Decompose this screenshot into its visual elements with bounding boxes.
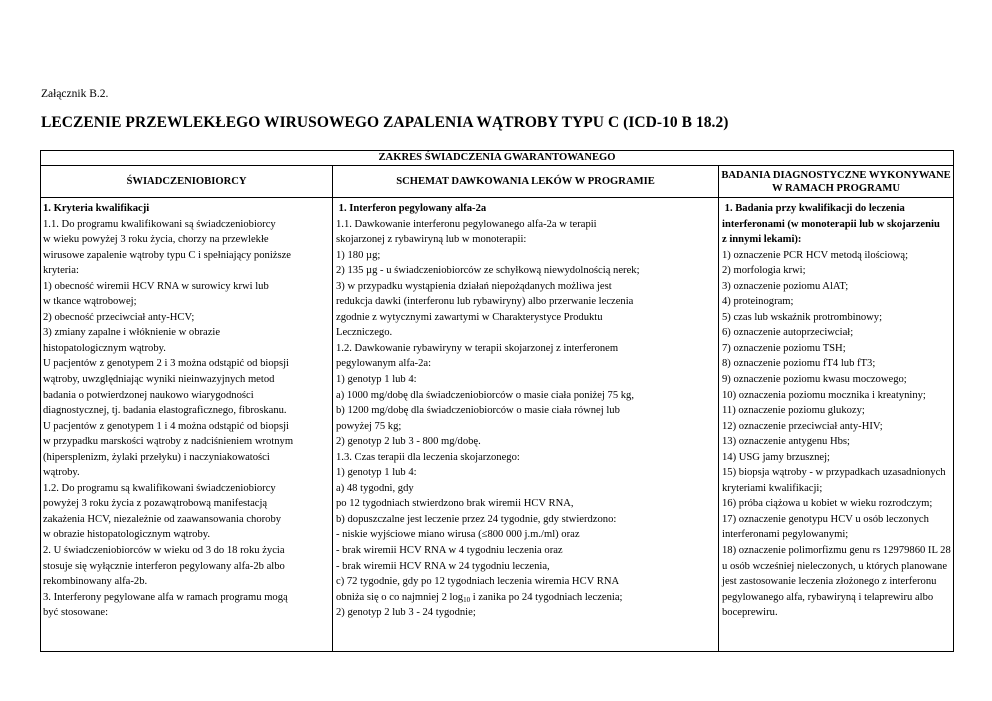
log-text: obniża się o co najmniej 2 log [336,591,464,603]
text-line: interferonami (w monoterapii lub w skojarzeniu [722,218,940,230]
col3-header [719,166,954,198]
text-line: 1) genotyp 1 lub 4: [336,467,417,479]
text-line: zakażenia HCV, niezależnie od zaawansowania choroby [43,513,282,525]
text-line: a) 1000 mg/dobę dla świadczeniobiorców o masie ciała poniżej 75 kg, [336,389,635,401]
text-line: być stosowane: [43,607,109,619]
text-line: 1.1. Do programu kwalifikowani są świadczeniobiorcy [43,218,276,230]
text-line: 18) oznaczenie polimorfizmu genu rs 12979860 IL 28 [722,545,951,557]
col3-header-line1: BADANIA DIAGNOSTYCZNE WYKONYWANE [721,169,951,181]
log-subscript: 10 [463,595,471,604]
text-line: w tkance wątrobowej; [43,296,137,308]
text-line: 1) genotyp 1 lub 4: [336,374,417,386]
text-line: powyżej 3 roku życia z pozawątrobową manifestacją [43,498,268,510]
text-line: U pacjentów z genotypem 2 i 3 można odstąpić od biopsji [43,358,289,370]
text-line: 4) proteinogram; [722,296,794,308]
text-line: 1.3. Czas terapii dla leczenia skojarzonego: [336,451,520,463]
text-line: kryteria: [43,265,79,277]
text-line: b) 1200 mg/dobę dla świadczeniobiorców o masie ciała równej lub [336,405,620,417]
text-line: kryteriami kwalifikacji; [722,482,823,494]
col3-header-line2: W RAMACH PROGRAMU [771,182,901,194]
text-line: 15) biopsja wątroby - w przypadkach uzasadnionych [722,467,946,479]
text-line: u osób wcześniej nieleczonych, u których planowane [722,560,948,572]
text-line: wirusowe zapalenie wątroby typu C i spełniający poniższe [43,249,291,261]
text-line: 14) USG jamy brzusznej; [722,451,830,463]
beneficiaries-cell [41,198,333,652]
text-line: - brak wiremii HCV RNA w 4 tygodniu leczenia oraz [336,545,563,557]
text-line: rekombinowany alfa-2b. [43,576,148,588]
text-line: 1) obecność wiremii HCV RNA w surowicy krwi lub [43,280,269,292]
text-line: 1) oznaczenie PCR HCV metodą ilościową; [722,249,909,261]
text-line: pegylowanym alfa-2a: [336,358,432,370]
text-line: zgodnie z wytycznymi zawartymi w Charakterystyce Produktu [336,311,603,323]
text-line: 10) oznaczenia poziomu mocznika i kreatyniny; [722,389,926,401]
text-line: 2) obecność przeciwciał anty-HCV; [43,311,195,323]
text-line: stosuje się wyłącznie interferon pegylowany alfa-2b albo [43,560,285,572]
text-line: (hipersplenizm, żylaki przełyku) i naczyniakowatości [43,451,270,463]
text-line: 6) oznaczenie autoprzeciwciał; [722,327,854,339]
text-line: 3) w przypadku wystąpienia działań niepożądanych możliwa jest [336,280,612,292]
text-line: 16) próba ciążowa u kobiet w wieku rozrodczym; [722,498,933,510]
annex-label: Załącznik B.2. [41,88,109,100]
text-line: 3. Interferony pegylowane alfa w ramach programu mogą [43,591,288,603]
text-line: - niskie wyjściowe miano wirusa (≤800 000 j.m./ml) oraz [336,529,580,541]
col2-header: SCHEMAT DAWKOWANIA LEKÓW W PROGRAMIE [333,166,719,198]
col1-header: ŚWIADCZENIOBIORCY [41,166,333,198]
text-line: U pacjentów z genotypem 1 i 4 można odstąpić od biopsji [43,420,289,432]
text-line: wątroby. [43,467,80,479]
text-line: 2) 135 µg - u świadczeniobiorców ze schyłkową niewydolnością nerek; [336,265,640,277]
text-line: 11) oznaczenie poziomu glukozy; [722,405,865,417]
text-line: c) 72 tygodnie, gdy po 12 tygodniach leczenia wiremia HCV RNA [336,576,620,588]
text-line: pegylowanego alfa, rybawiryną i telaprewiru albo [722,591,934,603]
text-line: 3) oznaczenie poziomu AlAT; [722,280,849,292]
text-line: 1.2. Do programu są kwalifikowani świadczeniobiorcy [43,482,276,494]
text-line: w wieku powyżej 3 roku życia, chorzy na przewlekłe [43,234,269,246]
text-line: boceprewiru. [722,607,778,619]
text-line: 1. Kryteria kwalifikacji [43,203,150,214]
scope-header [41,151,954,166]
text-line: badania o potwierdzonej naukowo wiarygodności [43,389,254,401]
text-line: 17) oznaczenie genotypu HCV u osób leczonych [722,513,929,525]
text-line: interferonami pegylowanymi; [722,529,849,541]
text-line: diagnostycznej, tj. badania elastograficznego, fibroskanu. [43,405,287,417]
document-title: LECZENIE PRZEWLEKŁEGO WIRUSOWEGO ZAPALENIA WĄTROBY TYPU C (ICD-10 B 18.2) [41,114,729,131]
text-line-with-subscript [335,590,718,606]
text-line: Leczniczego. [336,327,393,339]
text-line: 3) zmiany zapalne i włóknienie w obrazie [43,327,221,339]
text-line: powyżej 75 kg; [336,420,402,432]
text-line: 9) oznaczenie poziomu kwasu moczowego; [722,374,907,386]
text-line: 1. Badania przy kwalifikacji do leczenia [722,203,905,214]
text-line: 5) czas lub wskaźnik protrombinowy; [722,311,883,323]
text-line: 1. Interferon pegylowany alfa-2a [336,203,487,214]
text-line: 12) oznaczenie przeciwciał anty-HIV; [722,420,883,432]
diagnostics-cell [719,198,954,652]
text-line: z innymi lekami): [722,234,802,246]
text-line: 1.2. Dawkowanie rybawiryny w terapii skojarzonej z interferonem [336,342,619,354]
text-line: 1.1. Dawkowanie interferonu pegylowanego alfa-2a w terapii [336,218,597,230]
text-line: 13) oznaczenie antygenu Hbs; [722,436,850,448]
text-line: 8) oznaczenie poziomu fT4 lub fT3; [722,358,876,370]
text-line: 2. U świadczeniobiorców w wieku od 3 do 18 roku życia [43,545,285,557]
text-line: w obrazie histopatologicznym wątroby. [43,529,211,541]
log-text-tail: i zanika po 24 tygodniach leczenia; [472,591,623,603]
text-line: w przypadku marskości wątroby z nadciśnieniem wrotnym [43,436,294,448]
text-line: - brak wiremii HCV RNA w 24 tygodniu leczenia, [336,560,550,572]
text-line: histopatologicznym wątroby. [43,342,166,354]
program-table [40,150,954,652]
scope-header-text: ZAKRES ŚWIADCZENIA GWARANTOWANEGO [378,152,616,163]
text-line: b) dopuszczalne jest leczenie przez 24 tygodnie, gdy stwierdzono: [336,513,617,525]
text-line: jest zastosowanie leczenia złożonego z interferonu [722,576,937,588]
dosage-cell [333,198,719,652]
text-line: skojarzonej z rybawiryną lub w monoterapii: [336,234,527,246]
text-line: po 12 tygodniach stwierdzono brak wiremii HCV RNA, [336,498,574,510]
text-line: a) 48 tygodni, gdy [336,482,414,494]
text-line: wątroby, uwzględniając wyniki nieinwazyjnych metod [43,374,275,386]
text-line: 2) morfologia krwi; [722,265,806,277]
text-line: 7) oznaczenie poziomu TSH; [722,342,846,354]
text-line: 2) genotyp 2 lub 3 - 800 mg/dobę. [336,436,481,448]
text-line: 1) 180 µg; [336,249,381,261]
text-line: 2) genotyp 2 lub 3 - 24 tygodnie; [336,607,476,619]
text-line: redukcja dawki (interferonu lub rybawiryny) albo przerwanie leczenia [336,296,634,308]
